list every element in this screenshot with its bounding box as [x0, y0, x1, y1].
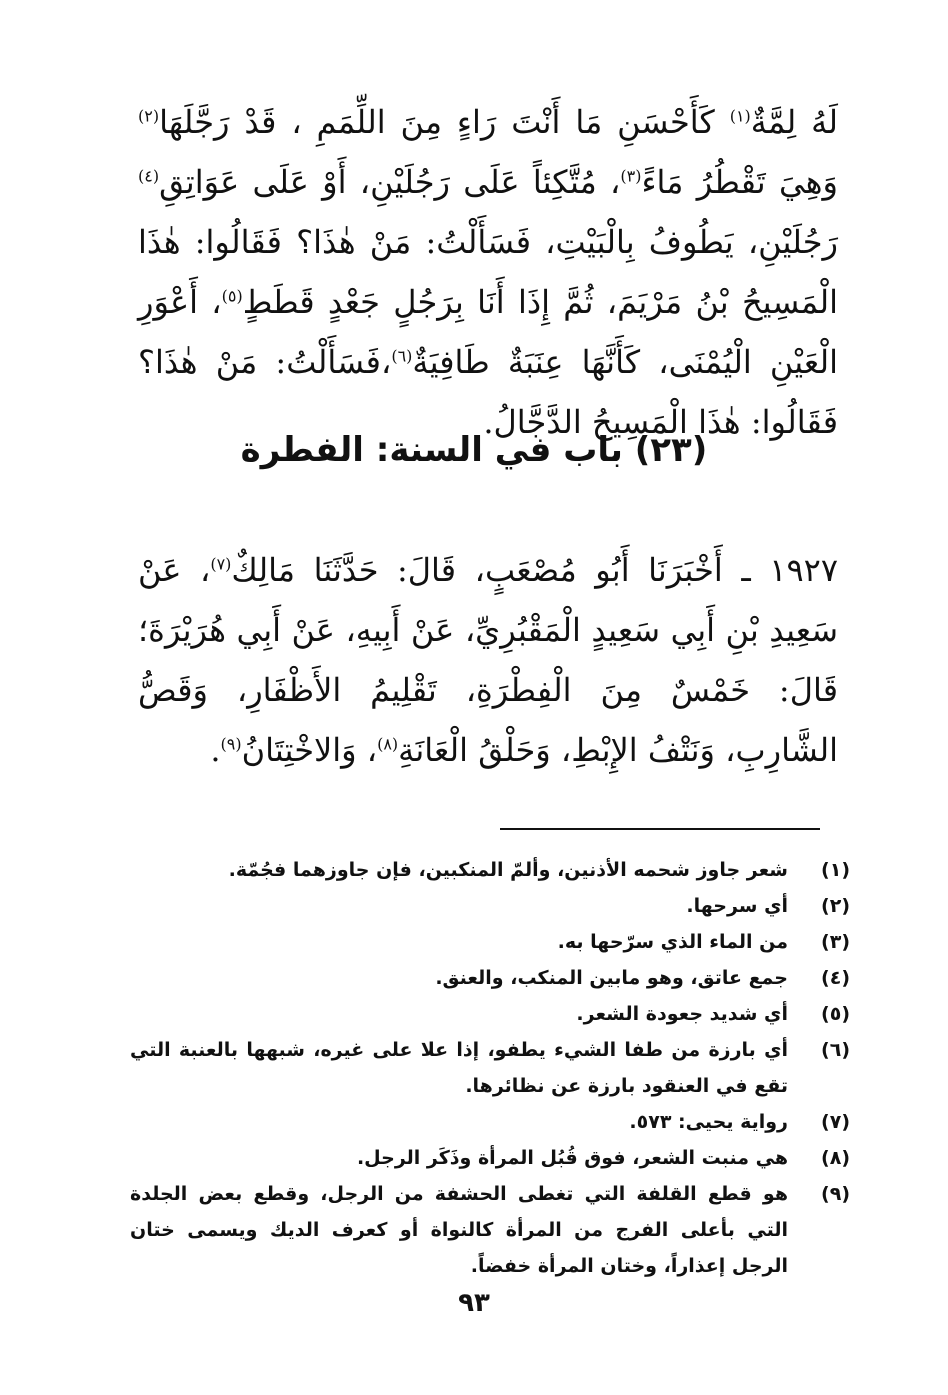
text-run: وَهِيَ تَقْطُرُ مَاءً: [641, 163, 839, 201]
footnote-number: (٩): [821, 1183, 850, 1205]
footnote-marker: (٢): [138, 106, 160, 126]
footnote-item: [130, 852, 850, 888]
footnote-item: [130, 1104, 850, 1140]
footnote-marker: (٩): [220, 734, 242, 754]
footnote-item: [130, 1032, 850, 1104]
footnote-number: (٧): [821, 1111, 850, 1133]
text-run: رَجُلَيْنِ، يَطُوفُ بِالْبَيْتِ، فَسَأَلْتُ: مَنْ هٰذَا؟ فَقَالُوا: هٰذَا الْمَسِيحُ بْنُ مَرْيَمَ، ثُمَّ إِذَا أَنَا بِرَجُلٍ جَعْدٍ قَطَطٍ: [138, 223, 839, 321]
text-run: ،فَسَأَلْتُ: مَنْ هٰذَا؟ فَقَالُوا: هٰذَا الْمَسِيحُ الدَّجَّالُ.: [138, 343, 838, 441]
footnote-number: (٢): [821, 895, 850, 917]
footnote-text: رواية يحيى: ٥٧٣.: [629, 1111, 788, 1133]
footnote-item: [130, 1176, 850, 1284]
footnote-text: هو قطع القلفة التي تغطى الحشفة من الرجل، وقطع بعض الجلدة التي بأعلى الفرج من المرأة كالنواة أو كعرف الديك ويسمى ختان الرجل إعذاراً، وختان المرأة خفضاً.: [130, 1183, 788, 1277]
hadith-paragraph: [138, 540, 838, 780]
footnotes-section: [130, 852, 850, 1284]
footnote-separator: [500, 828, 820, 830]
footnote-text: أي شديد جعودة الشعر.: [576, 1003, 788, 1025]
footnote-marker: (٤): [138, 166, 160, 186]
footnote-item: [130, 1140, 850, 1176]
footnote-text: جمع عاتق، وهو مابين المنكب، والعنق.: [435, 967, 788, 989]
text-run: كَأَحْسَنِ مَا أَنْتَ رَاءٍ مِنَ اللِّمَمِ ، قَدْ رَجَّلَهَا: [159, 103, 730, 141]
footnote-item: [130, 924, 850, 960]
footnote-text: شعر جاوز شحمه الأذنين، وألمّ المنكبين، فإن جاوزهما فجُمّة.: [228, 859, 788, 881]
footnote-text: من الماء الذي سرّحها به.: [557, 931, 788, 953]
page-number: ٩٣: [458, 1288, 490, 1318]
footnote-number: (٤): [821, 967, 850, 989]
footnote-item: [130, 960, 850, 996]
text-run: ١٩٢٧ ـ أَخْبَرَنَا أَبُو مُصْعَبٍ، قَالَ: حَدَّثَنَا مَالِكٌ: [231, 551, 838, 589]
footnote-item: [130, 888, 850, 924]
footnote-marker: (٣): [620, 166, 642, 186]
text-run: ، مُتَّكِئاً عَلَى رَجُلَيْنِ، أَوْ عَلَى عَوَاتِقِ: [159, 163, 621, 201]
top-paragraph: [138, 92, 838, 452]
footnote-marker: (٨): [377, 734, 399, 754]
footnote-item: [130, 996, 850, 1032]
text-run: ، عَنْ سَعِيدِ بْنِ أَبِي سَعِيدٍ الْمَقْبُرِيِّ، عَنْ أَبِيهِ، عَنْ أَبِي هُرَيْرَةَ؛ قَالَ: خَمْسٌ مِنَ الْفِطْرَةِ، تَقْلِيمُ الأَظْفَارِ، وَقَصُّ الشَّارِبِ، وَنَتْفُ الإِبْطِ، وَحَلْقُ الْعَانَةِ: [138, 551, 838, 769]
footnote-text: هي منبت الشعر، فوق قُبُل المرأة وذَكَر الرجل.: [356, 1147, 788, 1169]
chapter-heading: (٢٣) باب في السنة: الفطرة: [240, 430, 708, 470]
footnote-marker: (٦): [391, 346, 413, 366]
footnote-marker: (١): [729, 106, 751, 126]
footnote-marker: (٧): [210, 554, 232, 574]
footnote-text: أي بارزة من طفا الشيء يطفو، إذا علا على غيره، شبهها بالعنبة التي تقع في العنقود بارزة عن نظائرها.: [130, 1039, 788, 1097]
text-run: ، وَالاخْتِتَانُ: [241, 731, 378, 769]
footnote-text: أي سرحها.: [686, 895, 788, 917]
footnote-number: (٦): [821, 1039, 850, 1061]
footnote-marker: (٥): [221, 286, 243, 306]
text-run: ، أَعْوَرِ الْعَيْنِ الْيُمْنَى، كَأَنَّهَا عِنَبَةٌ طَافِيَةٌ: [138, 283, 839, 381]
text-run: لَهُ لِمَّةٌ: [750, 103, 839, 141]
footnote-number: (٣): [821, 931, 850, 953]
text-run: .: [210, 731, 221, 769]
footnote-number: (٨): [821, 1147, 850, 1169]
footnote-number: (٥): [821, 1003, 850, 1025]
footnote-number: (١): [821, 859, 850, 881]
